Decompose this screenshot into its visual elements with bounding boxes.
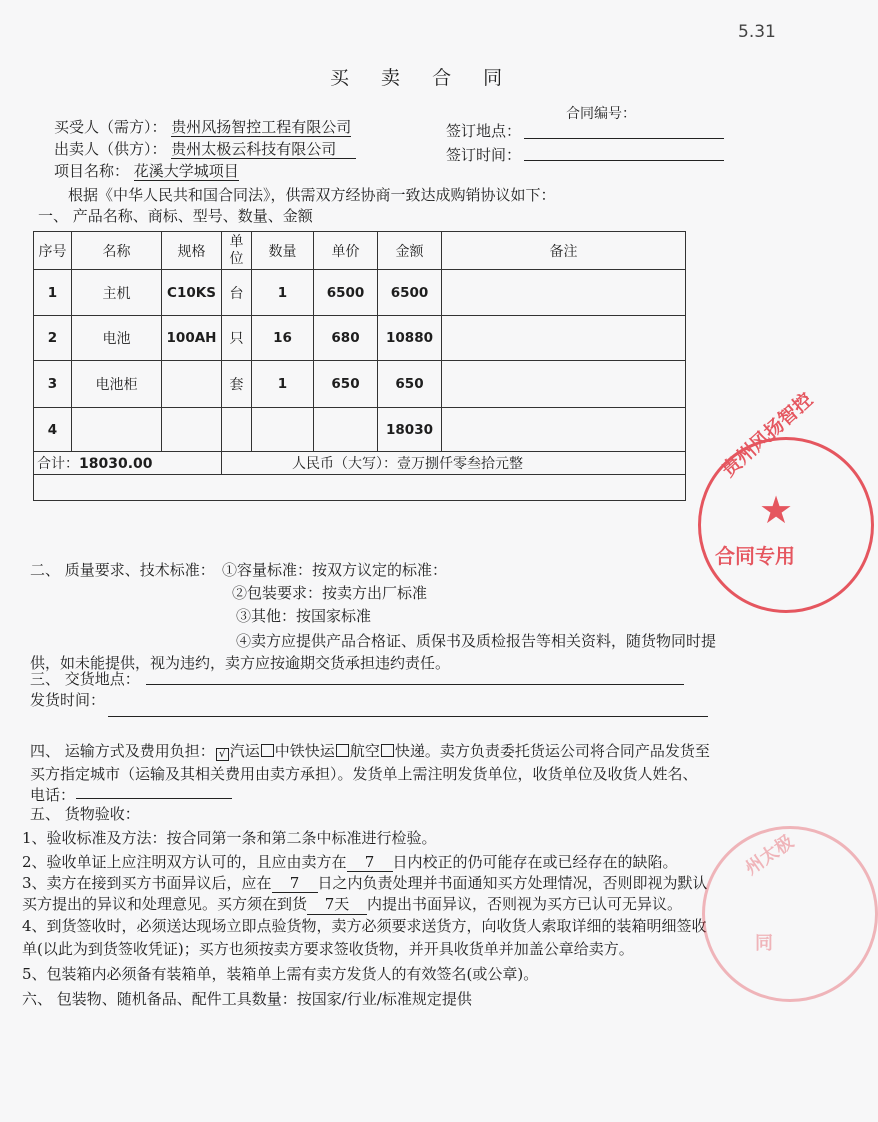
handwritten-date: 5.31 [738,22,776,42]
section-5-p2-b: 日内校正的仍可能存在或已经存在的缺陷。 [392,853,678,871]
delivery-place-line [146,684,684,685]
section-5-p3-a: 3、卖方在接到买方书面异议后，应在 [22,874,272,892]
section-1-heading: 一、 产品名称、商标、型号、数量、金额 [38,207,313,225]
cell-qty: 1 [252,361,314,408]
cell-spec: C10KS [162,270,222,316]
section-5-p4: 4、到货签收时，必须送达现场立即点验货物，卖方必须要求送货方，向收货人索取详细的装箱明细签收 [22,917,707,935]
cell-qty [252,408,314,452]
cell-no: 3 [34,361,72,408]
section-5-p3-days2: 7天 [307,893,367,915]
table-row [34,408,686,452]
col-header-price: 单价 [314,232,378,270]
project-value: 花溪大学城项目 [133,162,239,180]
section-5-p1: 1、验收标准及方法：按合同第一条和第二条中标准进行检验。 [22,829,437,847]
delivery-time-label: 发货时间： [30,691,106,709]
transport-road: 汽运 [229,742,260,760]
seal-top-text: 贵州风扬智控 [717,388,818,482]
checkbox-air[interactable] [336,744,349,757]
project-row [54,160,239,181]
seller-row [54,138,356,159]
seller-label: 出卖人（供方）： [54,140,167,158]
col-header-note: 备注 [442,232,686,270]
table-row [34,270,686,316]
contract-no-label: 合同编号： [566,106,636,122]
cell-price [314,408,378,452]
faded-seal-stamp [702,826,878,1002]
cell-spec [162,408,222,452]
section-2-item-2: ②包装要求：按卖方出厂标准 [232,584,428,602]
blank-cell [34,475,686,501]
sign-time-line [524,160,724,161]
rmb-value: 壹万捌仟零叁拾元整 [397,456,523,472]
delivery-time-line [108,716,708,717]
cell-price: 650 [314,361,378,408]
cell-note [442,361,686,408]
cell-unit: 只 [222,316,252,361]
section-2-heading: 二、 质量要求、技术标准： [30,561,215,579]
sign-time-label: 签订时间： [446,146,522,164]
faded-seal-bottom-text: 同 [755,933,773,954]
blank-row [34,475,686,501]
transport-express: 快递。 [394,742,440,760]
section-2-item-1: ①容量标准：按双方议定的标准： [222,561,448,579]
section-4-line-1-rest: 卖方负责委托货运公司将合同产品发货至 [439,742,710,760]
cell-name [72,408,162,452]
section-5-p2-days: 7 [347,853,393,872]
table-row [34,316,686,361]
rmb-cell [222,452,686,475]
cell-unit: 台 [222,270,252,316]
faded-seal-top-text: 州太极 [741,831,798,880]
cell-name: 电池 [72,316,162,361]
sign-place-line [524,138,724,139]
goods-table [33,231,686,501]
col-header-name: 名称 [72,232,162,270]
project-label: 项目名称： [54,162,130,180]
total-value: 18030.00 [79,456,153,472]
cell-no: 2 [34,316,72,361]
cell-note [442,316,686,361]
checkbox-express[interactable] [381,744,394,757]
section-4-line-3: 电话： [30,786,76,804]
seal-bottom-text: 合同专用 [715,544,795,568]
seller-value: 贵州太极云科技有限公司 [171,140,356,159]
transport-rail: 中铁快运 [274,742,335,760]
section-5-p3 [22,872,708,893]
section-5-heading: 五、 货物验收： [30,805,140,823]
cell-spec [162,361,222,408]
cell-no: 4 [34,408,72,452]
total-label: 合计： [37,456,79,472]
cell-name: 电池柜 [72,361,162,408]
cell-amount: 6500 [378,270,442,316]
cell-note [442,270,686,316]
cell-amount: 650 [378,361,442,408]
page-title: 买 卖 合 同 [330,67,516,89]
section-5-p3-c: 买方提出的异议和处理意见。买方须在到货 [22,895,308,913]
cell-amount: 10880 [378,316,442,361]
table-row [34,361,686,408]
cell-qty: 1 [252,270,314,316]
section-2-item-4-cont: 供，如未能提供，视为违约，卖方应按逾期交货承担违约责任。 [30,654,451,672]
col-header-amount: 金额 [378,232,442,270]
section-4-line-2: 买方指定城市（运输及其相关费用由卖方承担）。发货单上需注明发货单位，收货单位及收货人姓名、 [30,765,698,783]
transport-air: 航空 [349,742,380,760]
cell-spec: 100AH [162,316,222,361]
section-4-line-1 [30,740,710,761]
col-header-unit [222,232,252,270]
section-5-p3-d: 内提出书面异议，否则视为买方已认可无异议。 [367,895,683,913]
cell-unit [222,408,252,452]
sign-place-label: 签订地点： [446,122,522,140]
seal-star-icon: ★ [759,488,794,532]
intro-text: 根据《中华人民共和国合同法》，供需双方经协商一致达成购销协议如下： [68,186,556,204]
total-cell [34,452,222,475]
cell-qty: 16 [252,316,314,361]
section-6: 六、 包装物、随机备品、配件工具数量：按国家/行业/标准规定提供 [22,990,472,1008]
cell-price: 6500 [314,270,378,316]
rmb-label: 人民币（大写）： [292,456,397,472]
section-5-p2-a: 2、验收单证上应注明双方认可的，且应由卖方在 [22,853,347,871]
cell-price: 680 [314,316,378,361]
section-5-p2 [22,851,678,872]
section-5-p3-b: 日之内负责处理并书面通知买方处理情况，否则即视为默认 [317,874,708,892]
cell-name: 主机 [72,270,162,316]
checkbox-road[interactable]: √ [216,748,229,761]
col-header-qty: 数量 [252,232,314,270]
section-5-p4-cont: 单(以此为到货签收凭证)；买方也须按卖方要求签收货物，并开具收货单并加盖公章给卖方。 [22,940,634,958]
section-5-p5: 5、包装箱内必须备有装箱单，装箱单上需有卖方发货人的有效签名(或公章)。 [22,965,539,983]
cell-unit: 套 [222,361,252,408]
section-2-item-3: ③其他：按国家标准 [236,607,372,625]
col-header-spec: 规格 [162,232,222,270]
checkbox-rail[interactable] [261,744,274,757]
cell-no: 1 [34,270,72,316]
section-2-item-4: ④卖方应提供产品合格证、质保书及质检报告等相关资料，随货物同时提 [236,632,717,650]
total-row [34,452,686,475]
col-header-unit-a: 单 [229,233,244,250]
section-3-heading: 三、 交货地点： [30,670,140,688]
col-header-no: 序号 [34,232,72,270]
section-5-p3-cont [22,893,682,915]
section-5-p3-days: 7 [272,874,318,893]
col-header-unit-b: 位 [229,250,244,267]
cell-amount: 18030 [378,408,442,452]
section-4-heading: 四、 运输方式及费用负担： [30,742,215,760]
table-header-row [34,232,686,270]
phone-line [76,798,232,799]
buyer-row [54,116,351,137]
buyer-label: 买受人（需方）： [54,118,167,136]
cell-note [442,408,686,452]
company-seal-stamp [698,388,874,613]
buyer-value: 贵州风扬智控工程有限公司 [171,118,352,136]
